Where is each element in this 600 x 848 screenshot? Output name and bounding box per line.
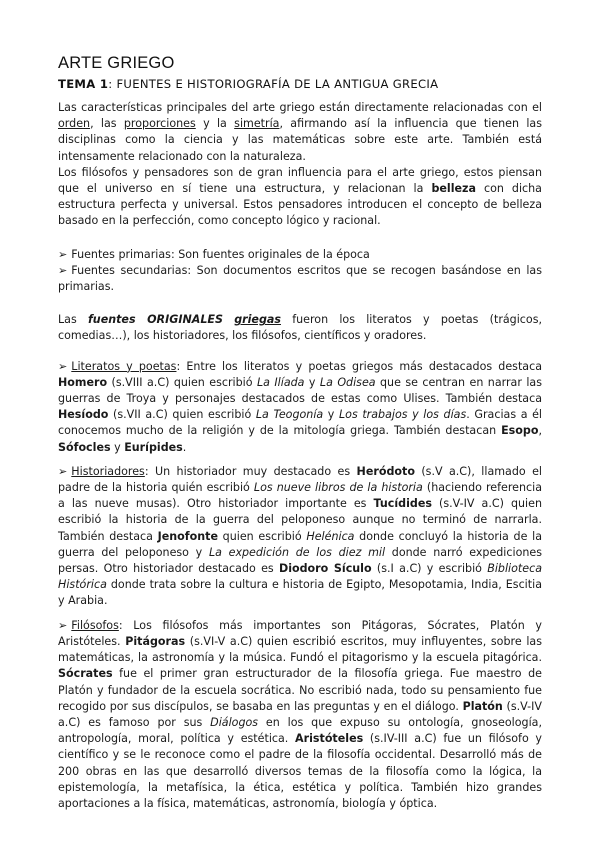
- section-label-filosofos: Filósofos: [71, 618, 119, 632]
- text-run: (s.V-IV a.C) quien escribió la historia de la guerra del peloponeso aunque no terminó de narrarla. También destaca: [58, 497, 542, 543]
- keyword-orden: orden: [58, 117, 91, 131]
- text-run: .: [182, 440, 187, 454]
- name-euripides: Eurípides: [124, 440, 183, 454]
- text-run: en los que expuso su ontología, gnoseología, antropología, moral, política y estética.: [58, 715, 542, 746]
- text-run: , las: [90, 117, 124, 131]
- text-run: con dicha estructura perfecta y universal. Estos pensadores introducen el concepto de belleza basado en la perfección, como concepto lógico y racional.: [58, 182, 542, 228]
- name-homero: Homero: [58, 375, 108, 389]
- text-run: (s.VII a.C) quien escribió: [108, 408, 256, 422]
- work-trabajos-y-dias: Los trabajos y los días: [338, 408, 467, 422]
- section-literatos: [58, 359, 542, 456]
- work-expedicion-diez-mil: La expedición de los diez mil: [208, 545, 386, 559]
- intro-paragraph-1: [58, 100, 542, 165]
- text-run: y: [323, 408, 339, 422]
- work-iliada: La Ilíada: [256, 375, 305, 389]
- text-run: , afirmando así la influencia que tienen las disciplinas como la ciencia y las matemáticas sobre este arte. También está intensamente relacionado con la naturaleza.: [58, 117, 542, 163]
- text-run: Los filósofos y pensadores son de gran influencia para el arte griego, estos piensan que el universo en sí tiene una estructura, y relacionan la: [58, 165, 542, 196]
- name-herodoto: Heródoto: [356, 464, 415, 478]
- arrow-bullet-icon: ➢: [58, 247, 68, 261]
- text-run: Fuentes primarias: Son fuentes originales de la época: [71, 247, 370, 261]
- document-subtitle: [58, 77, 542, 91]
- name-tucidides: Tucídides: [373, 497, 432, 511]
- text-run: ,: [538, 424, 542, 438]
- document-title: ARTE GRIEGO: [58, 54, 175, 72]
- text-run: Fuentes secundarias: Son documentos escritos que se recogen basándose en las primarias.: [58, 263, 542, 294]
- original-sources-paragraph: [58, 312, 542, 344]
- text-run: . Gracias a él conocemos mucho de la religión y de la mitología griega. También destacan: [58, 408, 543, 438]
- text-run: que se centran en narrar las guerras de Troya y personajes destacados de estas como Ulises. También destaca: [58, 375, 542, 406]
- section-label-historiadores: Historiadores: [71, 464, 145, 478]
- text-run: (s.IV-III a.C) fue un filósofo y científico y se le reconoce como el padre de la filosofía occidental. Desarrolló más de 200 obras en las que desarrolló diversos temas de la filosofía como la lógica, la epistemología, la metafísica, la ética, estética y política. También hizo grandes aportaciones a la física, matemáticas, astronomía, biología y óptica.: [58, 732, 542, 810]
- arrow-bullet-icon: ➢: [58, 263, 68, 277]
- name-socrates: Sócrates: [58, 667, 113, 681]
- text-run: (s.I a.C) y escribió: [371, 562, 488, 576]
- name-diodoro-siculo: Diodoro Sículo: [278, 562, 372, 576]
- text-run: y la: [195, 117, 235, 131]
- text-run: donde concluyó la historia de la guerra del peloponeso y: [58, 529, 542, 559]
- text-run: (s.V a.C), llamado el padre de la historia quién escribió: [58, 464, 542, 495]
- name-jenofonte: Jenofonte: [157, 529, 218, 543]
- keyword-proporciones: proporciones: [123, 117, 196, 131]
- keyword-fuentes-originales: fuentes ORIGINALES: [87, 313, 223, 327]
- work-biblioteca-historica: Biblioteca Histórica: [58, 562, 542, 592]
- name-aristoteles: Aristóteles: [295, 732, 364, 746]
- subtitle-text: : FUENTES E HISTORIOGRAFÍA DE LA ANTIGUA GRECIA: [108, 77, 439, 91]
- arrow-bullet-icon: ➢: [58, 464, 68, 478]
- text-run: : Los filósofos más importantes son Pitágoras, Sócrates, Platón y Aristóteles.: [58, 618, 542, 648]
- keyword-belleza: belleza: [431, 182, 476, 196]
- bullet-secondary-sources: [58, 263, 542, 295]
- text-run: donde narró expediciones persas. Otro historiador destacado es: [58, 545, 542, 576]
- text-run: quien escribió: [217, 529, 307, 543]
- text-run: Las: [58, 313, 88, 327]
- text-run: y: [110, 440, 125, 454]
- text-run: (s.V-IV a.C) es famoso por sus: [58, 699, 542, 729]
- subtitle-label: TEMA 1: [58, 77, 109, 91]
- intro-paragraph-2: [58, 165, 542, 230]
- text-run: fue el primer gran estructurador de la filosofía griega. Fue maestro de Platón y fundador de la escuela socrática. No escribió nada, todo su pensamiento fue recogido por sus discípulos, se basaba en las preguntas y en el diálogo.: [58, 667, 542, 713]
- name-sofocles: Sófocles: [58, 440, 111, 454]
- section-filosofos: [58, 618, 542, 812]
- text-run: : Entre los literatos y poetas griegos más destacados destaca: [176, 359, 542, 373]
- section-historiadores: [58, 464, 542, 610]
- text-run: Las características principales del arte griego están directamente relacionadas con el: [58, 101, 542, 114]
- text-run: : Un historiador muy destacado es: [144, 464, 357, 478]
- name-esopo: Esopo: [501, 424, 539, 438]
- text-run: fueron los literatos y poetas (trágicos, comedias…), los historiadores, los filósofos, científicos y oradores.: [58, 313, 542, 343]
- keyword-simetria: simetría: [234, 117, 280, 131]
- name-pitagoras: Pitágoras: [125, 634, 186, 648]
- arrow-bullet-icon: ➢: [58, 618, 68, 632]
- arrow-bullet-icon: ➢: [58, 359, 68, 373]
- work-helenica: Helénica: [306, 529, 355, 543]
- work-nueve-libros: Los nueve libros de la historia: [253, 481, 423, 495]
- text-run: (s.VI-V a.C) quien escribió escritos, muy influyentes, sobre las matemáticas, la astronomía y la música. Fundó el pitagorismo y la escuela pitagórica.: [58, 634, 542, 665]
- text-run: y: [304, 375, 320, 389]
- text-run: donde trata sobre la cultura e historia de Egipto, Mesopotamia, India, Escitia y Arabia.: [58, 578, 542, 608]
- name-hesiodo: Hesíodo: [58, 408, 109, 422]
- text-run: (s.VIII a.C) quien escribió: [107, 375, 257, 389]
- work-teogonia: La Teogonía: [255, 408, 324, 422]
- name-platon: Platón: [462, 699, 503, 713]
- work-odisea: La Odisea: [319, 375, 376, 389]
- section-label-literatos: Literatos y poetas: [71, 359, 177, 373]
- keyword-griegas: griegas: [234, 313, 281, 327]
- bullet-primary-sources: [58, 247, 542, 263]
- text-run: (haciendo referencia a las nueve musas). Otro historiador importante es: [58, 481, 542, 511]
- work-dialogos: Diálogos: [210, 715, 259, 729]
